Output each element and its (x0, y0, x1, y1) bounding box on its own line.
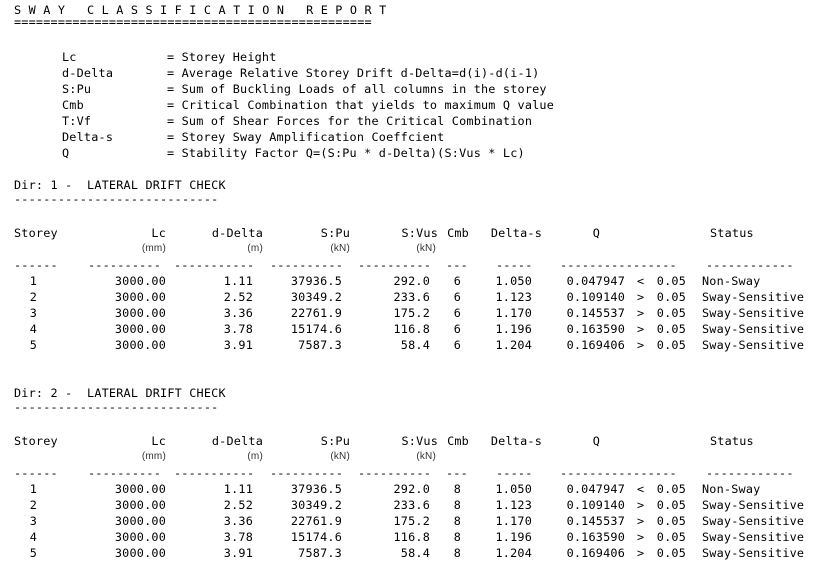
column-header-deltas: Delta-s (490, 226, 542, 240)
legend-key: Lc (62, 50, 77, 64)
cell-limit: 0.05 (656, 498, 686, 512)
cell-q: 0.047947 (566, 274, 625, 288)
legend-description: = Stability Factor Q=(S:Pu * d-Delta)(S:Vus * Lc) (167, 146, 525, 160)
cell-ddelta: 3.91 (223, 546, 253, 560)
cell-q: 0.145537 (566, 306, 625, 320)
cell-q: 0.169406 (566, 338, 625, 352)
column-header-deltas: Delta-s (490, 434, 542, 448)
cell-cmb: 6 (453, 306, 461, 320)
column-rule: ----- (496, 258, 533, 272)
cell-cmp: > (637, 546, 645, 560)
legend-description: = Storey Height (167, 50, 277, 64)
cell-ddelta: 3.36 (223, 514, 253, 528)
column-rule: ------ (14, 258, 58, 272)
cell-limit: 0.05 (656, 546, 686, 560)
legend-description: = Sum of Shear Forces for the Critical Combination (167, 114, 533, 128)
report-title: S W A Y C L A S S I F I C A T I O N R E P O R T (14, 3, 387, 17)
cell-cmb: 6 (453, 274, 461, 288)
cell-limit: 0.05 (656, 290, 686, 304)
cell-lc: 3000.00 (114, 546, 166, 560)
legend-key: Delta-s (62, 130, 114, 144)
cell-cmp: < (637, 482, 645, 496)
cell-lc: 3000.00 (114, 306, 166, 320)
column-header-spu: S:Pu (320, 434, 350, 448)
section-rule: ---------------------------- (14, 192, 219, 206)
cell-cmp: > (637, 514, 645, 528)
cell-ddelta: 1.11 (223, 274, 253, 288)
cell-deltas: 1.196 (495, 322, 532, 336)
cell-status: Sway-Sensitive (702, 338, 805, 352)
column-rule: --- (446, 466, 468, 480)
column-rule: ----------- (174, 258, 255, 272)
column-unit-svus: (kN) (416, 243, 436, 254)
cell-deltas: 1.204 (495, 546, 532, 560)
cell-spu: 22761.9 (290, 306, 342, 320)
cell-ddelta: 3.78 (223, 530, 253, 544)
cell-deltas: 1.170 (495, 514, 532, 528)
legend-description: = Average Relative Storey Drift d-Delta=d(i)-d(i-1) (167, 66, 540, 80)
cell-storey: 4 (29, 322, 37, 336)
cell-svus: 292.0 (393, 482, 430, 496)
cell-spu: 30349.2 (290, 498, 342, 512)
cell-status: Sway-Sensitive (702, 498, 805, 512)
cell-spu: 37936.5 (290, 482, 342, 496)
cell-deltas: 1.050 (495, 482, 532, 496)
cell-q: 0.163590 (566, 322, 625, 336)
cell-deltas: 1.170 (495, 306, 532, 320)
column-unit-spu: (kN) (330, 243, 350, 254)
cell-lc: 3000.00 (114, 530, 166, 544)
cell-status: Sway-Sensitive (702, 546, 805, 560)
column-header-q: Q (592, 226, 600, 240)
cell-lc: 3000.00 (114, 274, 166, 288)
column-header-spu: S:Pu (320, 226, 350, 240)
column-header-storey: Storey (14, 226, 58, 240)
cell-ddelta: 3.36 (223, 306, 253, 320)
cell-storey: 1 (29, 482, 37, 496)
title-rule: ================================================= (14, 15, 372, 29)
cell-limit: 0.05 (656, 530, 686, 544)
cell-lc: 3000.00 (114, 338, 166, 352)
column-rule: ---------------- (560, 466, 677, 480)
column-rule: ---------- (358, 466, 432, 480)
cell-limit: 0.05 (656, 274, 686, 288)
cell-cmb: 8 (453, 498, 461, 512)
column-header-status: Status (710, 434, 754, 448)
cell-q: 0.047947 (566, 482, 625, 496)
cell-storey: 3 (29, 306, 37, 320)
cell-cmb: 8 (453, 514, 461, 528)
cell-ddelta: 2.52 (223, 290, 253, 304)
cell-status: Sway-Sensitive (702, 290, 805, 304)
column-unit-lc: (mm) (141, 451, 166, 462)
column-header-ddelta: d-Delta (211, 226, 263, 240)
cell-q: 0.169406 (566, 546, 625, 560)
cell-q: 0.145537 (566, 514, 625, 528)
cell-status: Sway-Sensitive (702, 306, 805, 320)
legend-key: Cmb (62, 98, 84, 112)
cell-status: Sway-Sensitive (702, 514, 805, 528)
column-unit-lc: (mm) (141, 243, 166, 254)
cell-lc: 3000.00 (114, 482, 166, 496)
cell-spu: 22761.9 (290, 514, 342, 528)
section-rule: ---------------------------- (14, 400, 219, 414)
cell-limit: 0.05 (656, 322, 686, 336)
column-header-cmb: Cmb (447, 226, 469, 240)
cell-ddelta: 3.78 (223, 322, 253, 336)
cell-cmb: 6 (453, 290, 461, 304)
column-header-q: Q (592, 434, 600, 448)
cell-status: Sway-Sensitive (702, 530, 805, 544)
cell-svus: 292.0 (393, 274, 430, 288)
column-rule: ------------ (706, 258, 794, 272)
cell-svus: 233.6 (393, 498, 430, 512)
column-rule: --- (446, 258, 468, 272)
section-heading: Dir: 1 - LATERAL DRIFT CHECK (14, 178, 226, 192)
cell-storey: 2 (29, 290, 37, 304)
cell-cmp: > (637, 338, 645, 352)
cell-spu: 7587.3 (298, 338, 342, 352)
cell-cmb: 6 (453, 322, 461, 336)
column-unit-ddelta: (m) (247, 451, 263, 462)
cell-limit: 0.05 (656, 482, 686, 496)
cell-svus: 58.4 (400, 546, 430, 560)
column-header-lc: Lc (151, 226, 166, 240)
section-heading: Dir: 2 - LATERAL DRIFT CHECK (14, 386, 226, 400)
cell-deltas: 1.204 (495, 338, 532, 352)
legend-description: = Critical Combination that yields to maximum Q value (167, 98, 555, 112)
column-rule: ---------------- (560, 258, 677, 272)
cell-svus: 233.6 (393, 290, 430, 304)
cell-svus: 175.2 (393, 514, 430, 528)
cell-cmp: > (637, 322, 645, 336)
column-header-svus: S:Vus (401, 434, 438, 448)
column-header-lc: Lc (151, 434, 166, 448)
column-unit-ddelta: (m) (247, 243, 263, 254)
column-header-storey: Storey (14, 434, 58, 448)
column-unit-spu: (kN) (330, 451, 350, 462)
cell-lc: 3000.00 (114, 514, 166, 528)
cell-lc: 3000.00 (114, 498, 166, 512)
cell-deltas: 1.123 (495, 290, 532, 304)
column-rule: ---------- (270, 466, 344, 480)
cell-cmp: > (637, 530, 645, 544)
cell-cmb: 8 (453, 546, 461, 560)
column-header-cmb: Cmb (447, 434, 469, 448)
legend-key: d-Delta (62, 66, 114, 80)
cell-storey: 4 (29, 530, 37, 544)
cell-storey: 2 (29, 498, 37, 512)
cell-ddelta: 3.91 (223, 338, 253, 352)
cell-deltas: 1.050 (495, 274, 532, 288)
cell-svus: 116.8 (393, 530, 430, 544)
cell-lc: 3000.00 (114, 322, 166, 336)
legend-key: T:Vf (62, 114, 92, 128)
legend-description: = Storey Sway Amplification Coeffcient (167, 130, 445, 144)
legend-description: = Sum of Buckling Loads of all columns in the storey (167, 82, 547, 96)
legend-key: S:Pu (62, 82, 92, 96)
column-rule: ---------- (358, 258, 432, 272)
cell-spu: 37936.5 (290, 274, 342, 288)
cell-cmp: < (637, 274, 645, 288)
cell-status: Non-Sway (702, 274, 761, 288)
cell-cmp: > (637, 306, 645, 320)
cell-spu: 15174.6 (290, 322, 342, 336)
cell-cmb: 8 (453, 482, 461, 496)
cell-ddelta: 2.52 (223, 498, 253, 512)
legend-key: Q (62, 146, 70, 160)
cell-lc: 3000.00 (114, 290, 166, 304)
column-rule: ---------- (88, 466, 162, 480)
column-rule: ---------- (88, 258, 162, 272)
cell-cmb: 8 (453, 530, 461, 544)
column-rule: ----------- (174, 466, 255, 480)
cell-status: Non-Sway (702, 482, 761, 496)
cell-svus: 116.8 (393, 322, 430, 336)
cell-q: 0.109140 (566, 290, 625, 304)
cell-spu: 15174.6 (290, 530, 342, 544)
cell-cmp: > (637, 498, 645, 512)
column-header-svus: S:Vus (401, 226, 438, 240)
cell-cmb: 6 (453, 338, 461, 352)
cell-svus: 58.4 (400, 338, 430, 352)
column-header-ddelta: d-Delta (211, 434, 263, 448)
cell-deltas: 1.196 (495, 530, 532, 544)
column-rule: ---------- (270, 258, 344, 272)
cell-storey: 1 (29, 274, 37, 288)
cell-storey: 5 (29, 338, 37, 352)
cell-limit: 0.05 (656, 338, 686, 352)
cell-storey: 3 (29, 514, 37, 528)
cell-q: 0.163590 (566, 530, 625, 544)
cell-deltas: 1.123 (495, 498, 532, 512)
cell-q: 0.109140 (566, 498, 625, 512)
cell-limit: 0.05 (656, 306, 686, 320)
cell-limit: 0.05 (656, 514, 686, 528)
column-rule: ----- (496, 466, 533, 480)
cell-spu: 7587.3 (298, 546, 342, 560)
column-rule: ------------ (706, 466, 794, 480)
cell-ddelta: 1.11 (223, 482, 253, 496)
cell-spu: 30349.2 (290, 290, 342, 304)
cell-cmp: > (637, 290, 645, 304)
cell-status: Sway-Sensitive (702, 322, 805, 336)
column-rule: ------ (14, 466, 58, 480)
cell-svus: 175.2 (393, 306, 430, 320)
column-unit-svus: (kN) (416, 451, 436, 462)
cell-storey: 5 (29, 546, 37, 560)
column-header-status: Status (710, 226, 754, 240)
